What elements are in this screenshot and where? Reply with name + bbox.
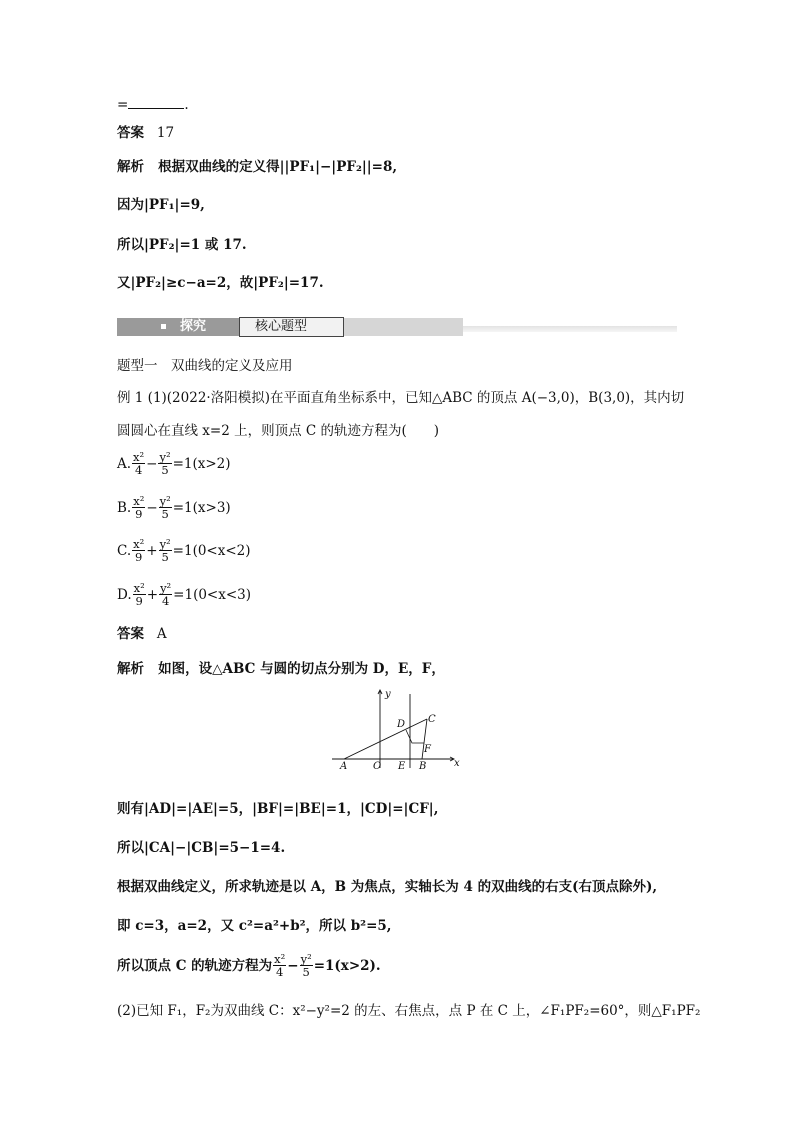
section-subtitle: 核心题型	[255, 319, 308, 334]
solution-2-line-4: 根据双曲线定义，所求轨迹是以 A，B 为焦点，实轴长为 4 的双曲线的右支(右顶点除外),	[117, 879, 658, 895]
square-bullet-icon	[161, 324, 166, 329]
label-x: x	[454, 758, 460, 769]
label-b: B	[419, 761, 427, 770]
incircle-radii	[406, 730, 424, 743]
example-1-line-1: 例 1 (1)(2022·洛阳模拟)在平面直角坐标系中，已知△ABC 的顶点 A(−3,0)，B(3,0)，其内切	[117, 390, 685, 406]
answer-1	[117, 124, 174, 142]
label-d: D	[397, 719, 406, 730]
label-c: C	[428, 714, 436, 725]
label-e: E	[398, 761, 406, 770]
solution-2-line-5: 即 c=3，a=2，又 c²=a²+b²，所以 b²=5,	[117, 918, 392, 934]
option-c[interactable]: C. $\frac{\text{x²}}{9}$ + $\frac{\text{y²}}{5}$ =1(0<x<2)	[117, 537, 251, 564]
solution-2-line-3: 所以|CA|−|CB|=5−1=4.	[117, 840, 286, 856]
type-1-title: 题型一 双曲线的定义及应用	[117, 358, 293, 374]
label-f: F	[424, 744, 431, 755]
solution-1-line-2: 因为|PF₁|=9,	[117, 197, 205, 213]
answer-label: 答案	[117, 125, 144, 141]
solution-2-line-6: 所以顶点 C 的轨迹方程为 $\frac{\text{x²}}{4}$ − $\frac{\text{y²}}{5}$ =1(x>2).	[117, 952, 381, 979]
label-a: A	[340, 761, 348, 770]
solution-1-line-4: 又|PF₂|≥c−a=2，故|PF₂|=17.	[117, 275, 324, 291]
section-title: 探究	[180, 319, 207, 334]
option-d[interactable]: D. $\frac{\text{x²}}{9}$ + $\frac{\text{y²}}{4}$ =1(0<x<3)	[117, 581, 252, 608]
option-b[interactable]: B. $\frac{\text{x²}}{9}$ − $\frac{\text{y²}}{5}$ =1(x>3)	[117, 494, 231, 521]
label-y: y	[385, 689, 391, 700]
answer-2	[117, 625, 167, 643]
example-2-line-1: (2)已知 F₁，F₂为双曲线 C：x²−y²=2 的左、右焦点，点 P 在 C 上，∠F₁PF₂=60°，则△F₁PF₂	[117, 1003, 701, 1019]
label-o: O	[373, 761, 382, 770]
solution-1-line-1: 解析 根据双曲线的定义得||PF₁|−|PF₂||=8,	[117, 159, 398, 175]
solution-label: 解析	[117, 661, 144, 677]
solution-2-line-1: 解析 如图，设△ABC 与圆的切点分别为 D，E，F，	[117, 661, 445, 677]
side-ac	[344, 719, 427, 759]
solution-1-line-3: 所以|PF₂|=1 或 17.	[117, 237, 247, 253]
top-blank-line: = .	[117, 97, 189, 113]
answer-value: 17	[156, 125, 175, 141]
option-a[interactable]: A. $\frac{\text{x²}}{4}$ − $\frac{\text{y²}}{5}$ =1(x>2)	[117, 450, 231, 477]
section-header	[117, 316, 677, 338]
answer-label: 答案	[117, 626, 144, 642]
solution-label: 解析	[117, 159, 144, 175]
example-1-line-2: 圆圆心在直线 x=2 上，则顶点 C 的轨迹方程为( )	[117, 423, 440, 439]
answer-blank	[128, 96, 184, 109]
solution-2-line-2: 则有|AD|=|AE|=5，|BF|=|BE|=1，|CD|=|CF|,	[117, 801, 439, 817]
geometry-figure	[330, 688, 460, 770]
answer-value: A	[156, 626, 167, 642]
